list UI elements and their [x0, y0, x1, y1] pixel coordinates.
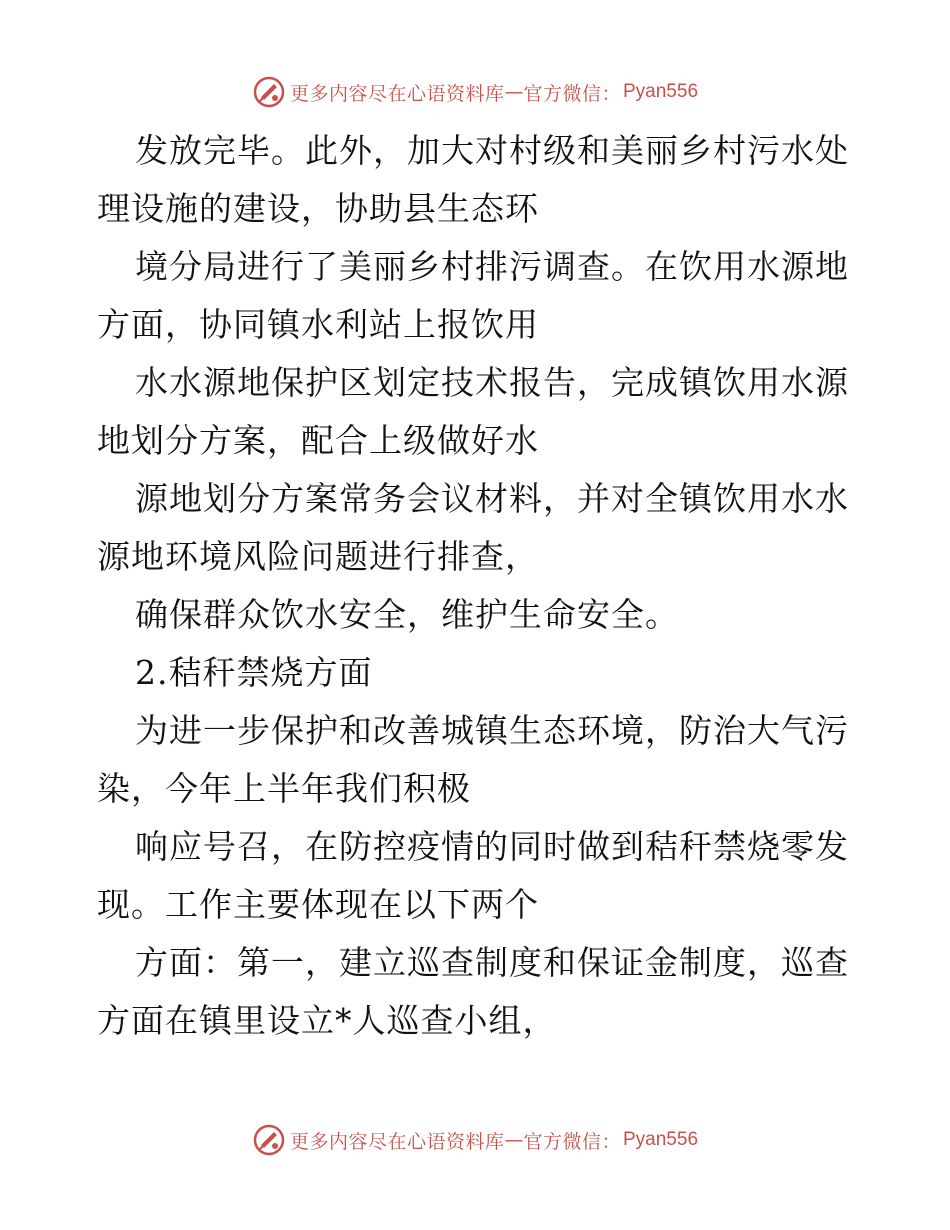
header-banner-text: 更多内容尽在心语资料库 — [289, 82, 505, 105]
footer-wechat-label: 官方微信： — [523, 1130, 621, 1153]
body-line: 发放完毕。此外，加大对村级和美丽乡村污水处 — [135, 131, 849, 170]
footer-banner-text: 更多内容尽在心语资料库 — [289, 1130, 505, 1153]
footer-wechat-id: Pyan556 — [623, 1129, 699, 1150]
body-line: 方面：第一，建立巡查制度和保证金制度，巡查 — [135, 943, 849, 982]
header-wechat-label: 官方微信： — [523, 82, 621, 105]
body-line: 地划分方案，配合上级做好水 — [97, 421, 539, 460]
brand-logo-icon — [252, 1123, 286, 1157]
body-line: 响应号召，在防控疫情的同时做到秸秆禁烧零发 — [135, 827, 849, 866]
footer-watermark-banner — [0, 1120, 950, 1160]
body-line: 源地环境风险问题进行排查， — [97, 537, 539, 576]
body-line: 确保群众饮水安全，维护生命安全。 — [135, 595, 679, 634]
body-line: 方面在镇里设立*人巡查小组， — [97, 1001, 557, 1040]
footer-banner-separator: — — [504, 1129, 524, 1151]
brand-logo-icon — [252, 75, 286, 109]
body-line: 水水源地保护区划定技术报告，完成镇饮用水源 — [135, 363, 849, 402]
body-line: 理设施的建设，协助县生态环 — [97, 189, 539, 228]
body-line: 源地划分方案常务会议材料，并对全镇饮用水水 — [135, 479, 849, 518]
body-line: 为进一步保护和改善城镇生态环境，防治大气污 — [135, 711, 849, 750]
body-line: 现。工作主要体现在以下两个 — [97, 885, 539, 924]
section-heading: 2.秸秆禁烧方面 — [135, 653, 373, 692]
body-line: 境分局进行了美丽乡村排污调查。在饮用水源地 — [135, 247, 849, 286]
header-wechat-id: Pyan556 — [623, 81, 699, 102]
body-line: 染，今年上半年我们积极 — [97, 769, 471, 808]
body-line: 方面，协同镇水利站上报饮用 — [97, 305, 539, 344]
header-watermark-banner — [0, 72, 950, 112]
header-banner-separator: — — [504, 81, 524, 103]
